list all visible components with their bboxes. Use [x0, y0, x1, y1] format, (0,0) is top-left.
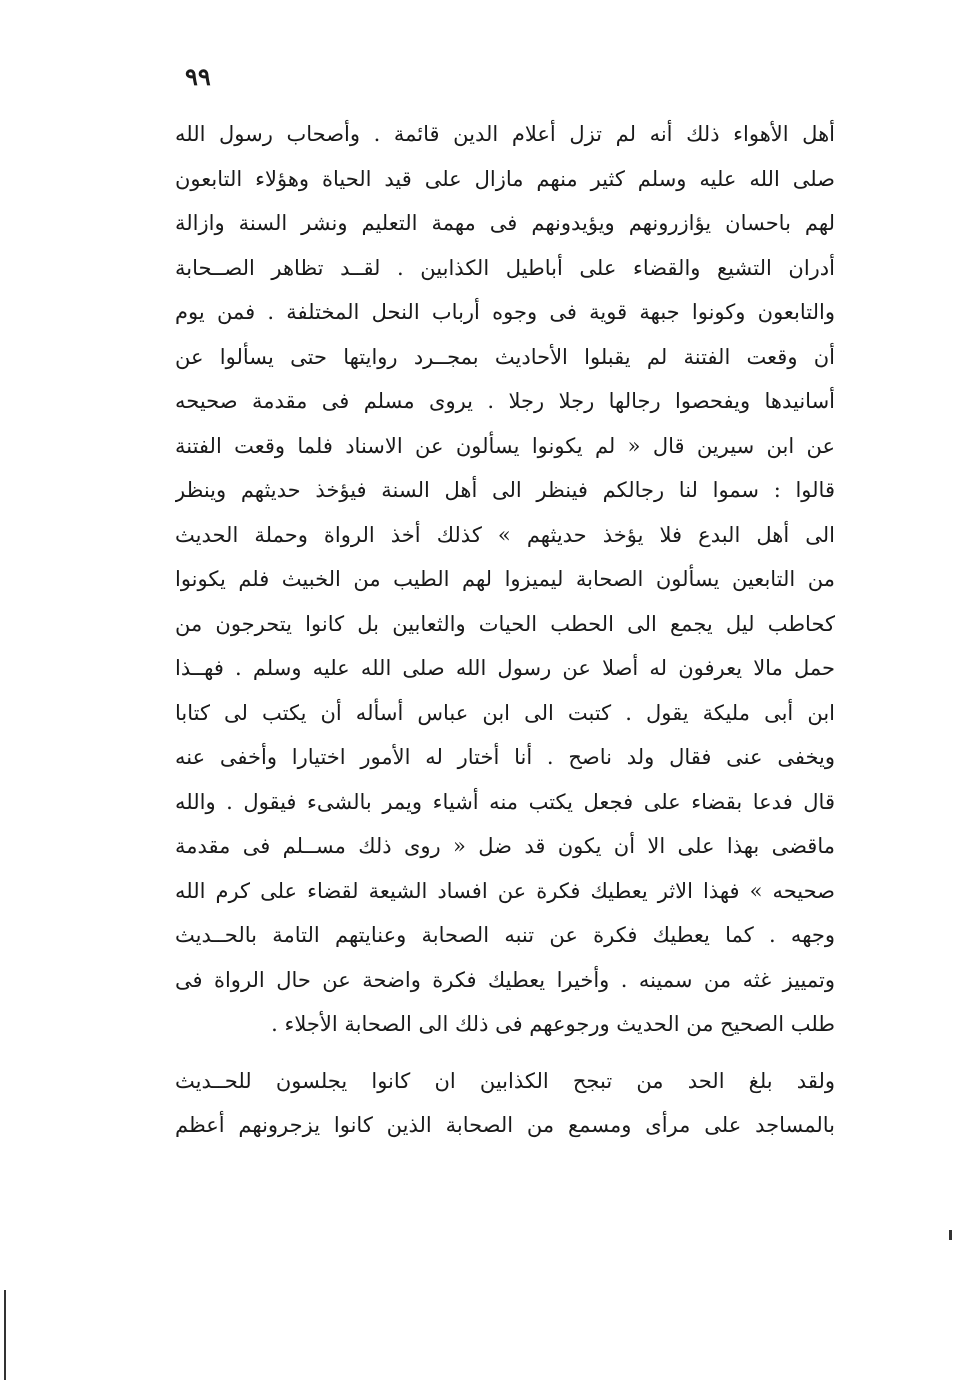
text-line: قالوا : سموا لنا رجالكم فينظر الى أهل السنة فيؤخذ حديثهم وينظر — [175, 478, 835, 502]
scan-edge-mark — [949, 1230, 952, 1240]
page-number: ٩٩ — [185, 62, 211, 91]
scan-edge-mark — [4, 1290, 6, 1380]
text-line: صحيحه » فهذا الاثر يعطيك فكرة عن افساد الشيعة لقضاء على كرم الله — [175, 878, 835, 903]
text-line: حمل مالا يعرفون له أصلا عن رسول الله صلى الله عليه وسلم . فهــذا — [175, 656, 835, 680]
paragraph-2 — [175, 1059, 835, 1148]
text-line: ولقد بلغ الحد من تبجح الكذابين ان كانوا يجلسون للحــديث — [175, 1068, 835, 1093]
text-line: من التابعين يسألون الصحابة ليميزوا لهم الطيب من الخبيث فلم يكونوا — [175, 567, 835, 591]
text-line: طلب الصحيح من الحديث ورجوعهم فى ذلك الى الصحابة الأجلاء . — [271, 1012, 835, 1036]
text-line: أهل الأهواء ذلك أنه لم تزل أعلام الدين قائمة . وأصحاب رسول الله — [175, 122, 835, 146]
text-line: كحاطب ليل يجمع الى الحطب الحيات والثعابين بل كانوا يتحرجون من — [175, 611, 835, 636]
text-line: أدران التشيع والقضاء على أباطيل الكذابين . لقــد تظاهر الصــحابة — [175, 255, 835, 280]
text-line: أسانيدها ويفحصوا رجالها رجلا رجلا . يروى مسلم فى مقدمة صحيحه — [175, 389, 835, 413]
text-line: وتمييز غثه من سمينه . وأخيرا يعطيك فكرة واضحة عن حال الرواة فى — [175, 967, 835, 992]
text-line: ويخفى عنى فقال ولد ناصح . أنا أختار له الأمور اختيارا وأخفى عنه — [175, 745, 835, 769]
text-line: بالمساجد على مرأى ومسمع من الصحابة الذين كانوا يزجرونهم أعظم — [175, 1113, 835, 1137]
text-line: لهم باحسان يؤازرونهم ويؤيدونهم فى مهمة التعليم ونشر السنة وازالة — [175, 211, 835, 235]
text-line: صلى الله عليه وسلم كثير منهم مازال على قيد الحياة وهؤلاء التابعون — [175, 166, 835, 191]
paragraph-1 — [175, 112, 835, 1047]
text-line: قال فدعا بقضاء على فجعل يكتب منه أشياء ويمر بالشىء فيقول . والله — [175, 789, 835, 814]
text-line: والتابعون وكونوا جبهة قوية فى وجوه أرباب النحل المختلفة . فمن يوم — [175, 300, 835, 324]
text-line: ابن أبى مليكة يقول . كتبت الى ابن عباس أسأله أن يكتب لى كتابا — [175, 700, 835, 725]
body-text — [175, 112, 835, 1148]
text-line: ماقضى بهذا على الا أن يكون قد ضل « روى ذلك مســلم فى مقدمة — [175, 834, 835, 858]
text-line: وجهه . كما يعطيك فكرة عن تنبه الصحابة وعنايتهم التامة بالحــديث — [175, 923, 835, 947]
text-line: أن وقعت الفتنة لم يقبلوا الأحاديث بمجــرد روايتها حتى يسألوا عن — [175, 344, 835, 369]
text-line: الى أهل البدع فلا يؤخذ حديثهم » كذلك أخذ الرواة وحملة الحديث — [175, 522, 835, 547]
paragraph-gap — [175, 1047, 835, 1059]
text-line: عن ابن سيرين قال « لم يكونوا يسألون عن الاسناد فلما وقعت الفتنة — [175, 433, 835, 458]
